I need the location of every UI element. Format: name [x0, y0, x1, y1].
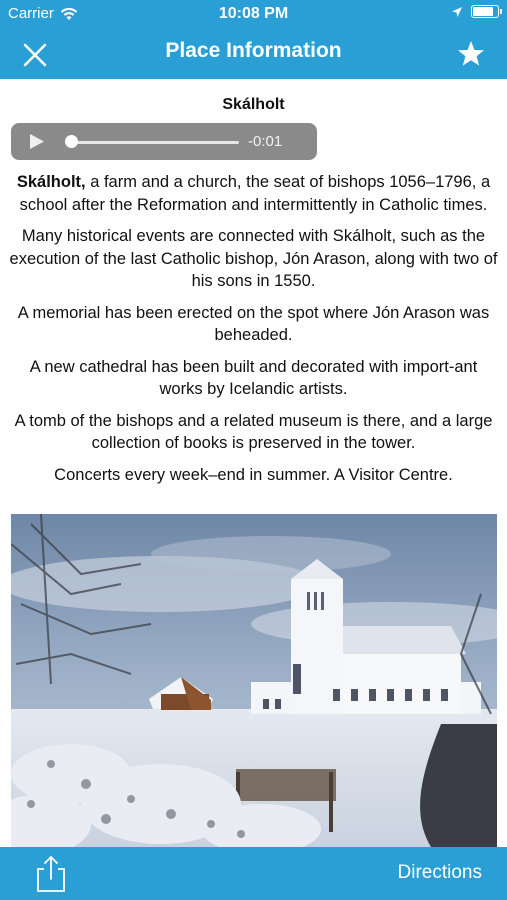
intro-paragraph: [8, 171, 499, 216]
paragraph: A tomb of the bishops and a related museum is there, and a large collection of books is preserved in the tower.: [14, 411, 493, 452]
play-icon[interactable]: [29, 133, 45, 150]
top-bar: [0, 0, 507, 79]
location-icon: [451, 6, 463, 18]
nav-bar: [0, 28, 507, 79]
audio-scrubber[interactable]: [65, 135, 78, 148]
status-right: [451, 5, 499, 18]
intro-text: a farm and a church, the seat of bishops 1056–1796, a school after the Reformation and intermittently in Catholic times.: [19, 173, 491, 214]
page-title: Place Information: [165, 39, 342, 62]
audio-time-remaining: -0:01: [248, 133, 283, 150]
clock: 10:08 PM: [218, 5, 289, 22]
paragraph: Many historical events are connected with Skálholt, such as the execution of the last Catholic bishop, Jón Arason, along with two of his sons in 1550.: [9, 227, 498, 290]
place-description: [8, 171, 499, 495]
audio-progress-track[interactable]: [67, 141, 239, 144]
share-icon[interactable]: [30, 853, 72, 895]
paragraph: A memorial has been erected on the spot where Jón Arason was beheaded.: [17, 303, 490, 344]
paragraph: A new cathedral has been built and decorated with import-ant works by Icelandic artists.: [29, 357, 478, 398]
church-photo: [11, 514, 497, 847]
audio-player: [11, 123, 317, 160]
intro-bold: Skálholt,: [16, 173, 86, 191]
status-bar: [0, 0, 507, 28]
bottom-toolbar: [0, 847, 507, 900]
place-name: Skálholt: [222, 96, 285, 113]
directions-button[interactable]: Directions: [397, 862, 482, 883]
carrier-label: Carrier: [8, 5, 54, 22]
battery-icon: [471, 5, 499, 18]
paragraph: Concerts every week–end in summer. A Visitor Centre.: [54, 465, 453, 484]
star-icon[interactable]: [455, 38, 487, 70]
place-photo: [11, 514, 497, 847]
place-content: [0, 79, 507, 847]
